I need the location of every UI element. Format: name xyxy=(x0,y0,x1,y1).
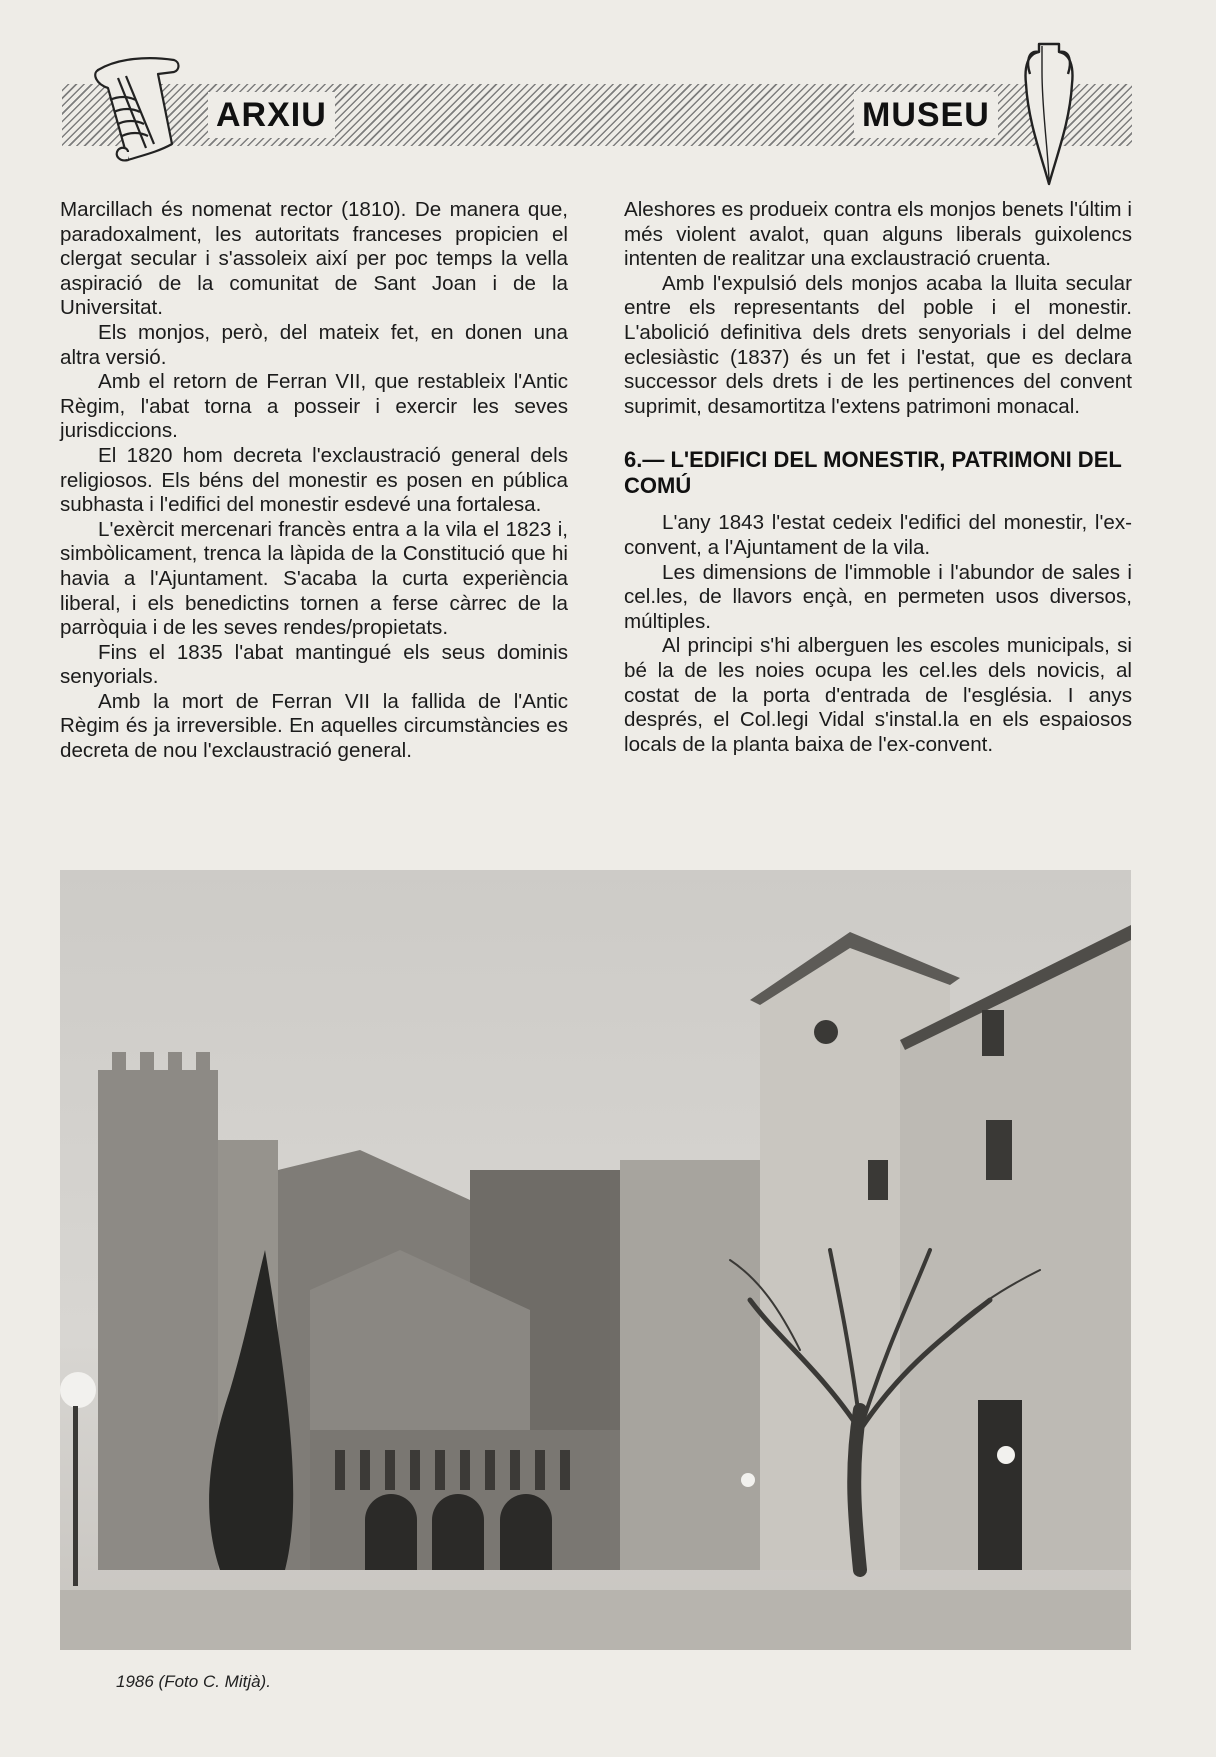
paragraph: El 1820 hom decreta l'exclaustració general dels religiosos. Els béns del monestir es posen en pública subhasta i l'edifici del monestir esdevé una fortalesa. xyxy=(60,443,568,517)
right-column xyxy=(624,198,1132,757)
paragraph: Fins el 1835 l'abat mantingué els seus dominis senyorials. xyxy=(60,640,568,689)
monastery-photo xyxy=(60,870,1131,1650)
paragraph: Amb el retorn de Ferran VII, que restableix l'Antic Règim, l'abat torna a posseir i exercir les seves jurisdiccions. xyxy=(60,370,568,443)
scroll-icon xyxy=(88,48,188,168)
section-heading: 6.— L'EDIFICI DEL MONESTIR, PATRIMONI DEL COMÚ xyxy=(624,447,1122,499)
paragraph: Amb l'expulsió dels monjos acaba la lluita secular entre els representants del poble i el monestir. L'abolició definitiva dels drets senyorials i del delme eclesiàstic (1837) és un fet i l'estat, que es declara successor dels drets i de les pertinences del convent suprimit, desamortitza l'extens patrimoni monacal. xyxy=(624,271,1132,418)
section-title-museu: MUSEU xyxy=(854,92,998,138)
paragraph: Marcillach és nomenat rector (1810). De manera que, paradoxalment, les autoritats franceses propicien el clergat secular i s'assoleix així per poc temps la vella aspiració de la comunitat de Sant Joan i de la Universitat. xyxy=(60,198,568,320)
paragraph: Les dimensions de l'immoble i l'abundor de sales i cel.les, de llavors ençà, en permeten usos diversos, múltiples. xyxy=(624,560,1132,633)
paragraph: L'any 1843 l'estat cedeix l'edifici del monestir, l'ex-convent, a l'Ajuntament de la vila. xyxy=(624,511,1132,559)
paragraph: Els monjos, però, del mateix fet, en donen una altra versió. xyxy=(60,320,568,369)
paragraph: L'exèrcit mercenari francès entra a la vila el 1823 i, simbòlicament, trenca la làpida de la Constitució que hi havia a l'Ajuntament. S'acaba la curta experiència liberal, i els benedictins tornen a ferse càrrec de la parròquia i de les seves rendes/propietats. xyxy=(60,517,568,640)
photo-caption: 1986 (Foto C. Mitjà). xyxy=(116,1672,271,1691)
section-title-arxiu: ARXIU xyxy=(208,92,335,138)
amphora-icon xyxy=(1022,40,1076,188)
left-column xyxy=(60,198,568,764)
paragraph: Aleshores es produeix contra els monjos benets l'últim i més violent avalot, quan alguns liberals guixolencs intenten de realitzar una exclaustració cruenta. xyxy=(624,198,1132,271)
paragraph: Al principi s'hi alberguen les escoles municipals, si bé la de les noies ocupa les cel.les dels novicis, al costat de la porta d'entrada de l'església. I anys després, el Col.legi Vidal s'instal.la en els espaiosos locals de la planta baixa de l'ex-convent. xyxy=(624,634,1132,756)
paragraph: Amb la mort de Ferran VII la fallida de l'Antic Règim és ja irreversible. En aquelles circumstàncies es decreta de nou l'exclaustració general. xyxy=(60,689,568,763)
